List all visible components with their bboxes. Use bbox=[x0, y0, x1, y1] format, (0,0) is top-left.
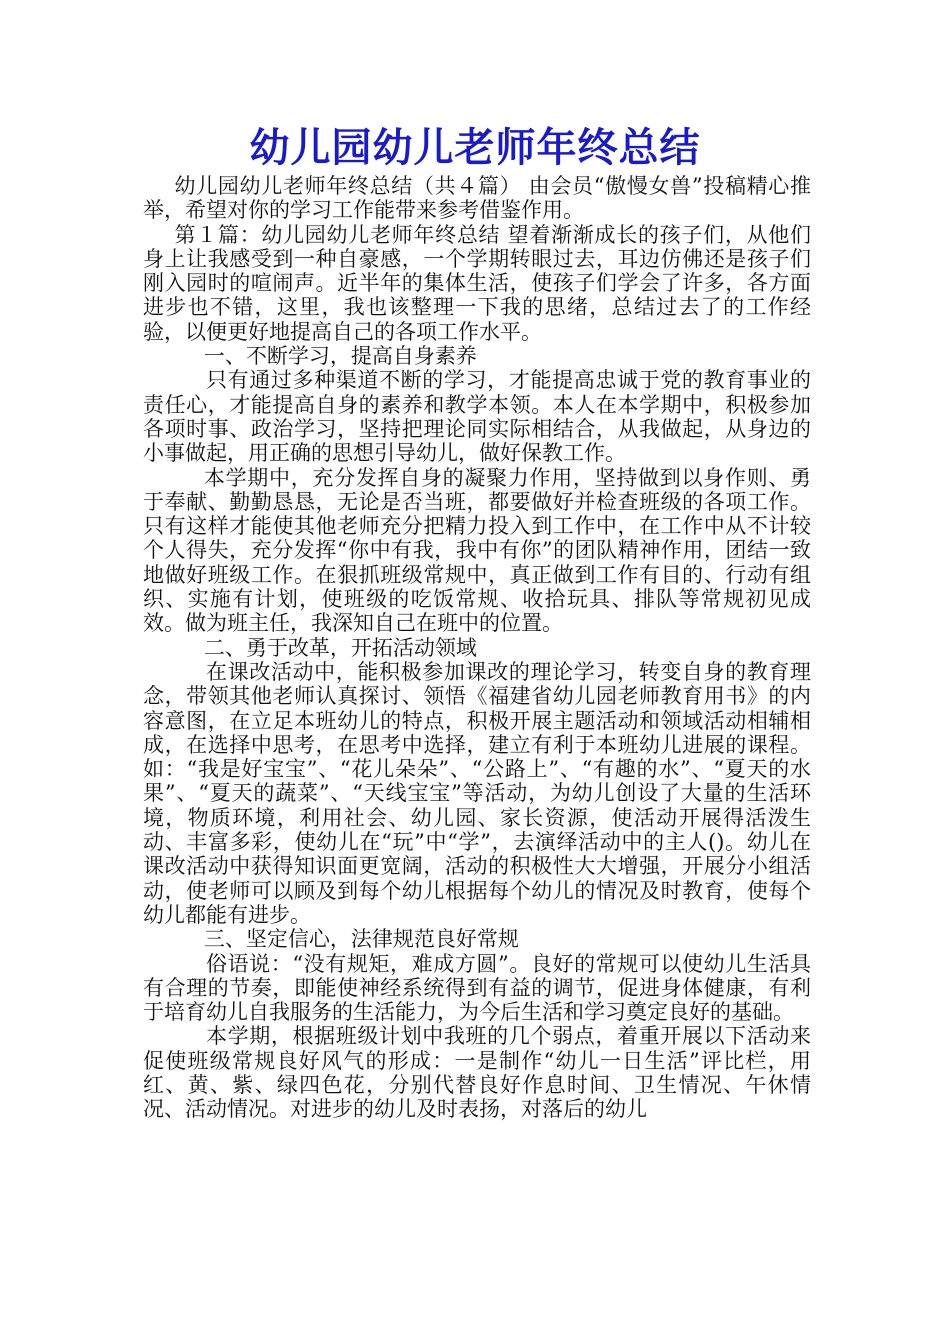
body-paragraph: 在课改活动中，能积极参加课改的理论学习，转变自身的教育理念，带领其他老师认真探讨、领悟《福建省幼儿园老师教育用书》的内容意图，在立足本班幼儿的特点，积极开展主题活动和领域活动相辅相成，在选择中思考，在思考中选择，建立有利于本班幼儿进展的课程。如：“我是好宝宝”、“花儿朵朵”、“公路上”、“有趣的水”、“夏天的水果”、“夏天的蔬菜”、“天线宝宝”等活动，为幼儿创设了大量的生活环境，物质环境，利用社会、幼儿园、家长资源，使活动开展得活泼生动、丰富多彩，使幼儿在“玩”中“学”，去演绎活动中的主人()。幼儿在课改活动中获得知识面更宽阔，活动的积极性大大增强，开展分小组活动，使老师可以顾及到每个幼儿根据每个幼儿的情况及时教育，使每个幼儿都能有进步。 bbox=[143, 659, 811, 927]
body-paragraph: 本学期，根据班级计划中我班的几个弱点，着重开展以下活动来促使班级常规良好风气的形成：一是制作“幼儿一日生活”评比栏，用红、黄、紫、绿四色花，分别代替良好作息时间、卫生情况、午休情况、活动情况。对进步的幼儿及时表扬，对落后的幼儿 bbox=[143, 1024, 811, 1122]
document-title: 幼儿园幼儿老师年终总结 bbox=[249, 125, 701, 171]
intro-paragraph: 幼儿园幼儿老师年终总结（共４篇） 由会员“傲慢女兽”投稿精心推举，希望对你的学习工作能带来参考借鉴作用。 bbox=[143, 174, 811, 223]
body-paragraph: 本学期中，充分发挥自身的凝聚力作用，坚持做到以身作则、勇于奉献、勤勤恳恳，无论是否当班，都要做好并检查班级的各项工作。只有这样才能使其他老师充分把精力投入到工作中，在工作中从不计较个人得失，充分发挥“你中有我，我中有你”的团队精神作用，团结一致地做好班级工作。在狠抓班级常规中，真正做到工作有目的、行动有组织、实施有计划，使班级的吃饭常规、收拾玩具、排队等常规初见成效。做为班主任，我深知自己在班中的位置。 bbox=[143, 465, 811, 636]
body-paragraph: 只有通过多种渠道不断的学习，才能提高忠诚于党的教育事业的责任心，才能提高自身的素养和教学本领。本人在本学期中，积极参加各项时事、政治学习，坚持把理论同实际相结合，从我做起，从身边的小事做起，用正确的思想引导幼儿，做好保教工作。 bbox=[143, 368, 811, 466]
section-heading-1: 一、不断学习，提高自身素养 bbox=[203, 344, 477, 369]
section-heading-2: 二、勇于改革，开拓活动领域 bbox=[203, 635, 477, 660]
body-paragraph: 俗语说：“没有规矩，难成方圆”。良好的常规可以使幼儿生活具有合理的节奏，即能使神经系统得到有益的调节，促进身体健康，有利于培育幼儿自我服务的生活能力，为今后生活和学习奠定良好的基础。 bbox=[143, 951, 811, 1025]
chapter-intro-paragraph: 第１篇：幼儿园幼儿老师年终总结 望着渐渐成长的孩子们，从他们身上让我感受到一种自豪感，一个学期转眼过去，耳边仿佛还是孩子们刚入园时的喧闹声。近半年的集体生活，使孩子们学会了许多，各方面进步也不错，这里，我也该整理一下我的思绪，总结过去了的工作经验，以便更好地提高自己的各项工作水平。 bbox=[143, 222, 811, 344]
section-heading-3: 三、坚定信心，法律规范良好常规 bbox=[203, 927, 519, 952]
document-body bbox=[143, 174, 811, 1122]
